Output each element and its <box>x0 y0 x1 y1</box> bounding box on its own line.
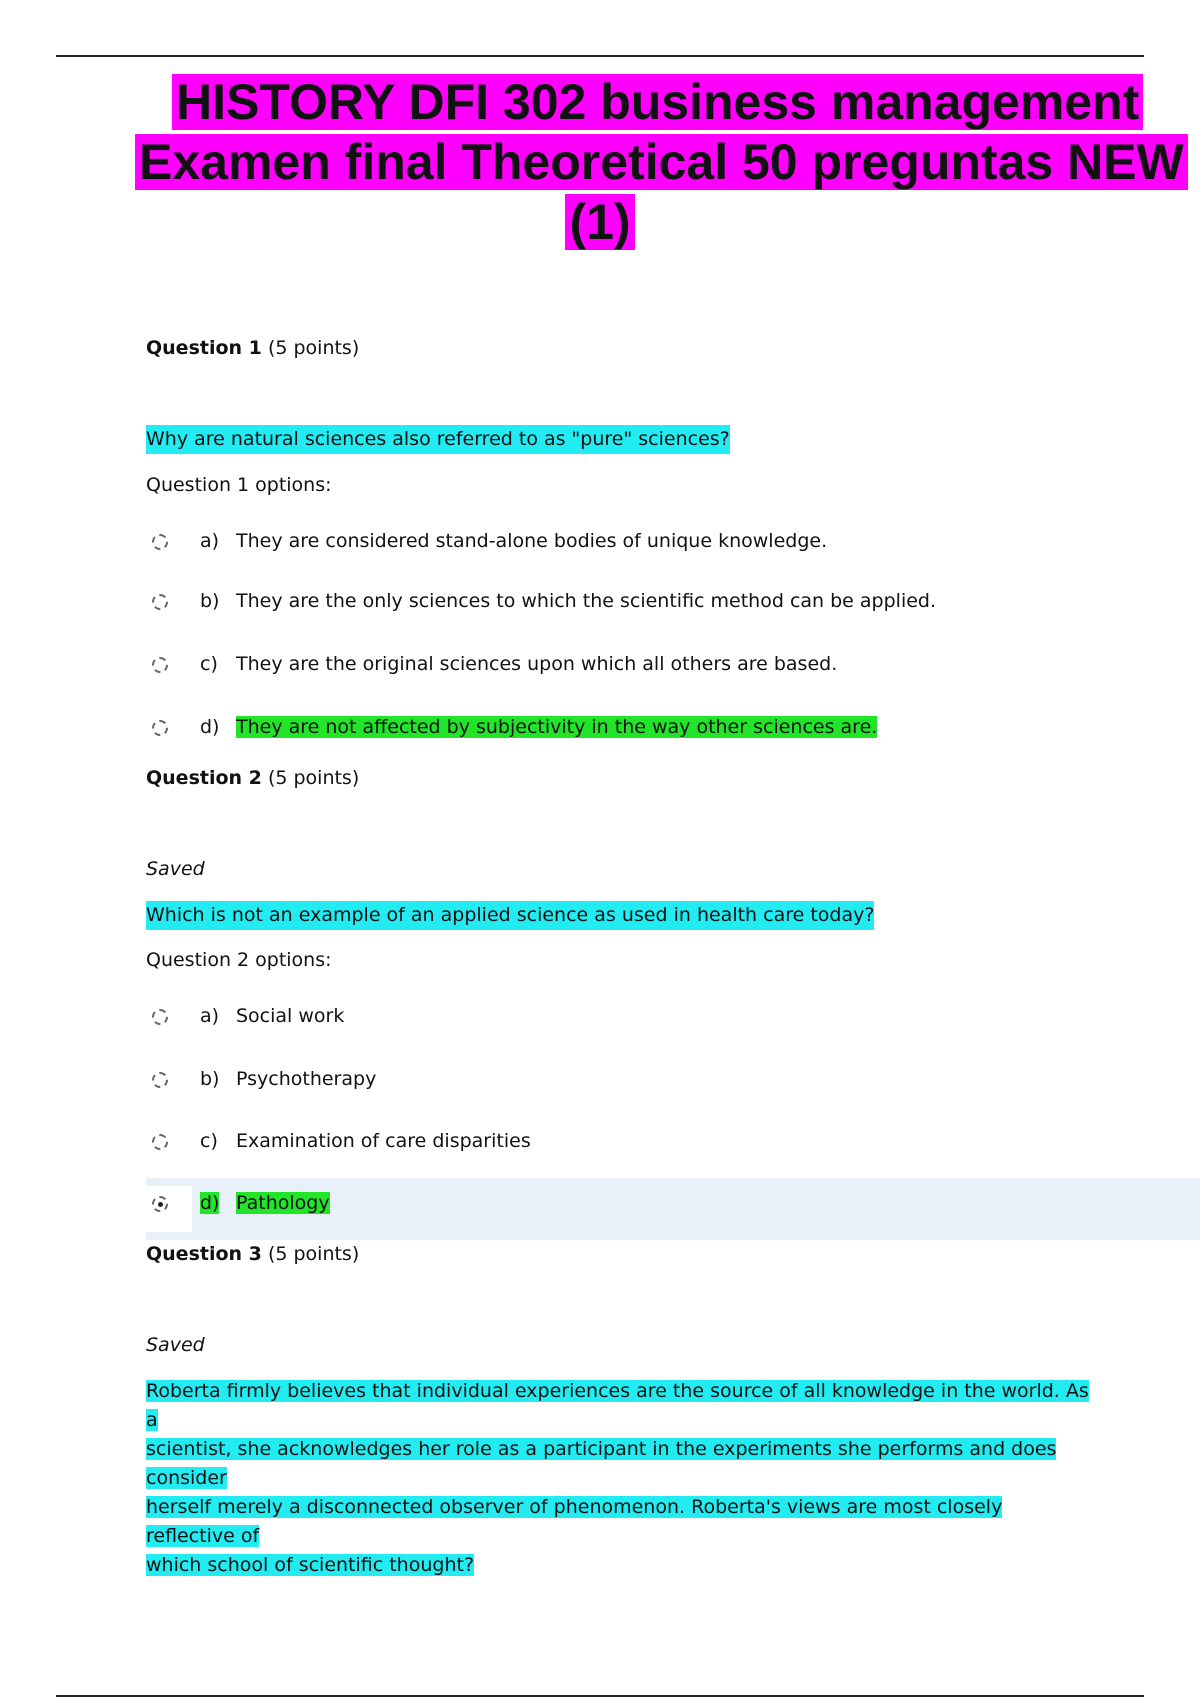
question-1-option-b[interactable] <box>146 588 1146 622</box>
radio-button-selected-icon[interactable] <box>152 1196 168 1212</box>
bottom-rule <box>56 1695 1144 1697</box>
radio-button-icon[interactable] <box>152 720 168 736</box>
radio-button-icon[interactable] <box>152 1134 168 1150</box>
question-3-text-line-4: which school of scientific thought? <box>146 1554 475 1576</box>
question-3-points: (5 points) <box>267 1243 360 1265</box>
option-letter: b) <box>200 590 220 612</box>
option-letter: a) <box>200 530 220 552</box>
question-2-option-b[interactable] <box>146 1066 1146 1100</box>
question-1-option-a[interactable] <box>146 528 1146 562</box>
option-letter: d) <box>200 716 220 738</box>
question-3-header <box>146 1243 359 1265</box>
question-3-label: Question 3 <box>146 1243 262 1265</box>
option-text: Examination of care disparities <box>236 1130 531 1152</box>
question-3-text <box>146 1377 1096 1580</box>
question-2-option-d-selected-row[interactable] <box>146 1178 1200 1240</box>
question-3-text-line-3: herself merely a disconnected observer of phenomenon. Roberta's views are most closely reflective of <box>146 1496 1003 1547</box>
question-3-text-line-1: Roberta firmly believes that individual experiences are the source of all knowledge in the world. As a <box>146 1380 1089 1431</box>
title-line-1: HISTORY DFI 302 business management <box>172 72 1200 132</box>
question-2-option-d[interactable] <box>146 1190 1146 1224</box>
question-1-option-d[interactable] <box>146 714 1146 748</box>
option-letter: a) <box>200 1005 220 1027</box>
question-3-saved-status: Saved <box>146 1334 205 1356</box>
option-letter: b) <box>200 1068 220 1090</box>
radio-button-icon[interactable] <box>152 1009 168 1025</box>
option-text-correct: Pathology <box>236 1192 330 1214</box>
option-text: They are the only sciences to which the scientific method can be applied. <box>236 590 937 612</box>
radio-button-icon[interactable] <box>152 534 168 550</box>
option-text: Psychotherapy <box>236 1068 377 1090</box>
radio-button-icon[interactable] <box>152 1072 168 1088</box>
radio-button-icon[interactable] <box>152 594 168 610</box>
question-2-points: (5 points) <box>267 767 360 789</box>
top-rule <box>56 55 1144 57</box>
title-line-2: Examen final Theoretical 50 preguntas NEW <box>135 132 1200 192</box>
option-letter: c) <box>200 653 218 675</box>
title-line-3: (1) <box>0 192 1200 252</box>
question-2-label: Question 2 <box>146 767 262 789</box>
question-1-text: Why are natural sciences also referred to as "pure" sciences? <box>146 425 730 454</box>
question-2-option-c[interactable] <box>146 1128 1146 1162</box>
question-2-option-a[interactable] <box>146 1003 1146 1037</box>
question-3-text-line-2: scientist, she acknowledges her role as a participant in the experiments she performs and does consider <box>146 1438 1057 1489</box>
question-1-options-label: Question 1 options: <box>146 474 332 496</box>
option-text: They are considered stand-alone bodies of unique knowledge. <box>236 530 828 552</box>
option-text: They are the original sciences upon which all others are based. <box>236 653 838 675</box>
question-2-saved-status: Saved <box>146 858 205 880</box>
option-letter: c) <box>200 1130 218 1152</box>
question-1-option-c[interactable] <box>146 651 1146 685</box>
question-1-points: (5 points) <box>267 337 360 359</box>
question-2-text: Which is not an example of an applied science as used in health care today? <box>146 901 874 930</box>
option-text: Social work <box>236 1005 345 1027</box>
question-1-label: Question 1 <box>146 337 262 359</box>
question-2-header <box>146 767 359 789</box>
radio-button-icon[interactable] <box>152 657 168 673</box>
option-letter: d) <box>200 1192 220 1214</box>
option-text-correct: They are not affected by subjectivity in the way other sciences are. <box>236 716 878 738</box>
question-2-options-label: Question 2 options: <box>146 949 332 971</box>
question-1-header <box>146 337 359 359</box>
